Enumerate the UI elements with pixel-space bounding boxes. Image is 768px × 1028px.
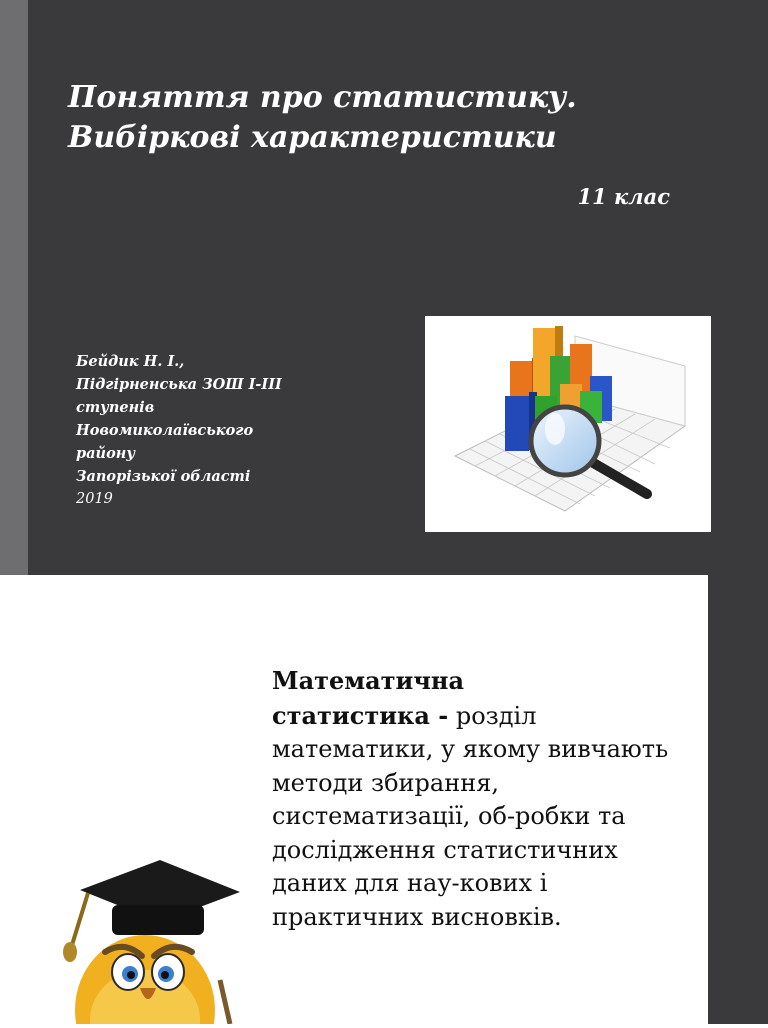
author-region: Запорізької області (76, 468, 251, 485)
definition-term-line-1: Математична (272, 666, 465, 695)
definition-text (272, 664, 692, 934)
slide-title (68, 78, 728, 158)
owl-graduate-cap-illustration (50, 860, 250, 1024)
author-district-word: району (76, 445, 135, 462)
author-district: Новомиколаївського (76, 422, 254, 439)
grade-label: 11 клас (577, 184, 670, 209)
author-name: Бейдик Н. І., (76, 353, 185, 370)
author-school: Підгірненська ЗОШ І-ІІІ (76, 376, 282, 393)
author-block (76, 350, 356, 511)
author-year: 2019 (76, 491, 113, 507)
title-line-1: Поняття про статистику. (68, 80, 577, 115)
slide-side-strip-right (708, 575, 768, 1024)
definition-body: розділ математики, у якому вивчають методи збирання, систематизації, об-робки та дослідження статистичних даних для нау-кових і практичних висновків. (272, 701, 669, 931)
definition-term-line-2: статистика - (272, 700, 449, 730)
bar-chart-magnifier-illustration (425, 316, 711, 532)
slide-side-strip (0, 0, 28, 575)
definition-slide (0, 575, 768, 1024)
author-school-level: ступенів (76, 399, 155, 416)
title-line-2: Вибіркові характеристики (68, 120, 557, 155)
